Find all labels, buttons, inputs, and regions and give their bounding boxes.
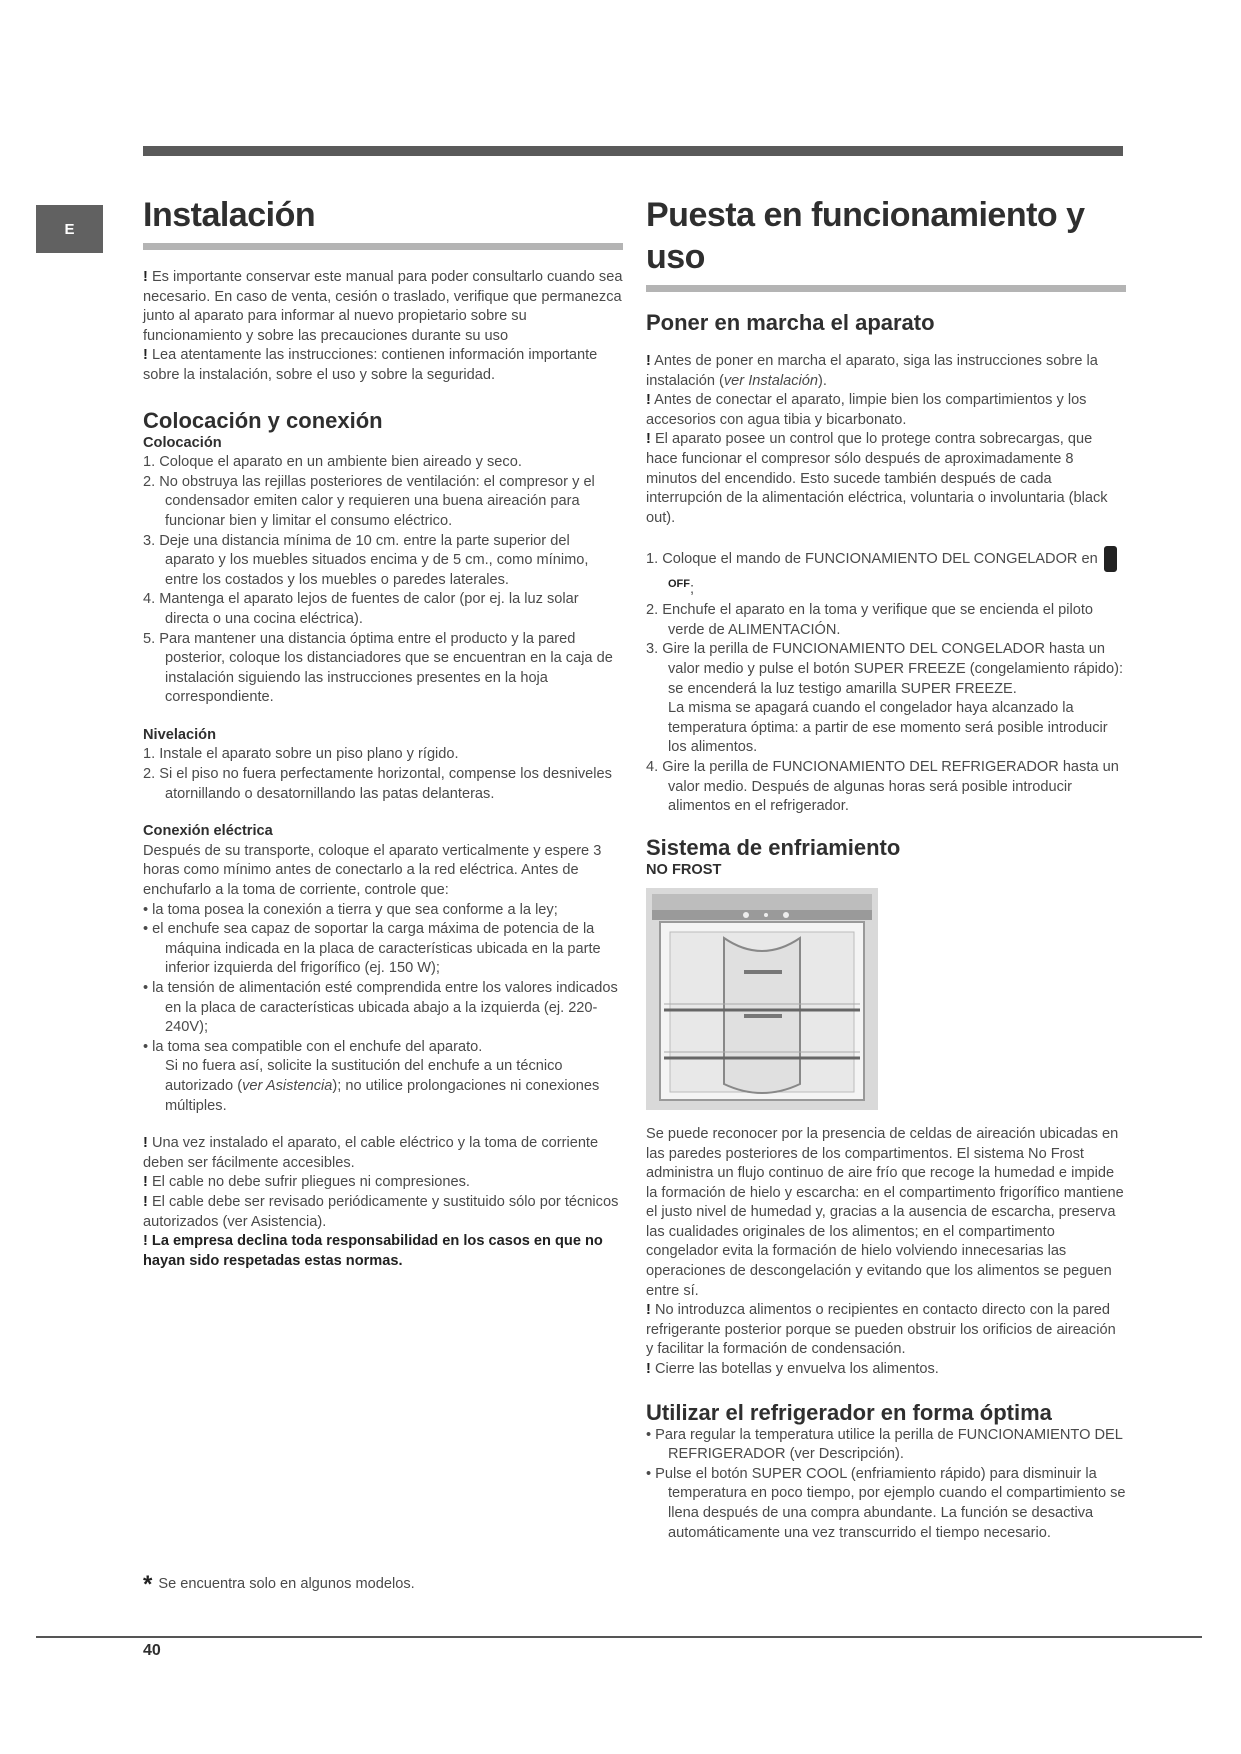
warning-paragraph: ! Cierre las botellas y envuelva los alimentos. (646, 1361, 939, 1378)
title-rule (143, 243, 623, 250)
list-item: 2. No obstruya las rejillas posteriores de ventilación: el compresor y el condensador emiten calor y requieren una buena aireación para funcionar bien y limitar el consumo eléctrico. (143, 473, 595, 529)
warning-mark: ! (143, 1174, 148, 1191)
left-column (143, 194, 623, 1271)
footnote: * Se encuentra solo en algunos modelos. (143, 1571, 415, 1598)
warning-mark: ! (143, 1135, 148, 1152)
bullet-item: • el enchufe sea capaz de soportar la carga máxima de potencia de la máquina indicada en la placa de características ubicada en la parte inferior izquierda del frigorífico (ej. 150 W); (143, 921, 601, 977)
off-label: OFF (668, 578, 690, 591)
right-column (646, 194, 1126, 1543)
sistema-description: Se puede reconocer por la presencia de celdas de aireación ubicadas en las paredes posteriores de los compartimentos. El sistema No Frost administra un flujo continuo de aire frío que recoge la humedad e impide la formación de hielo y escarcha: en el compartimento frigorífico mantiene el justo nivel de humedad y, gracias a la ausencia de escarcha, preserva las cualidades originales de los alimentos; en el compartimento congelador evita la formación de hielo volviendo innecesarias las operaciones de descongelación y evitando que los alimentos se peguen entre sí. (646, 1125, 1124, 1299)
intro-paragraph-1: ! Es importante conservar este manual para poder consultarlo cuando sea necesario. En caso de venta, cesión o traslado, verifique que permanezca junto al aparato para informar al nuevo propietario sobre su funcionamiento y sobre las precauciones durante su uso (143, 269, 623, 344)
section-title-instalacion: Instalación (143, 196, 316, 234)
warning-mark: ! (646, 1361, 651, 1378)
step-1: 1. Coloque el mando de FUNCIONAMIENTO DEL CONGELADOR $en^{OFF}$; (646, 546, 1126, 601)
warning-mark: ! (646, 1302, 651, 1319)
list-item: 3. Deje una distancia mínima de 10 cm. entre la parte superior del aparato y los muebles situados encima y de 5 cm., como mínimo, entre los costados y los muebles o paredes laterales. (143, 532, 589, 588)
title-rule (646, 285, 1126, 292)
language-tab: E (36, 205, 103, 253)
warning-mark: ! (143, 347, 148, 364)
bullet-item: • la toma sea compatible con el enchufe del aparato. (143, 1038, 483, 1055)
fridge-interior-illustration (646, 888, 878, 1110)
step-3: 3. Gire la perilla de FUNCIONAMIENTO DEL CONGELADOR hasta un valor medio y pulse el botón SUPER FREEZE (congelamiento rápido): se encenderá la luz testigo amarilla SUPER FREEZE. (646, 641, 1124, 697)
warning-mark: ! (143, 269, 148, 285)
bullet-item: • la toma posea la conexión a tierra y que sea conforme a la ley; (143, 901, 558, 918)
subheading-colocacion: Colocación (143, 434, 222, 451)
warning-paragraph: ! Una vez instalado el aparato, el cable eléctrico y la toma de corriente deben ser fácilmente accesibles. (143, 1135, 599, 1171)
bullet-item: • Para regular la temperatura utilice la perilla de FUNCIONAMIENTO DEL REFRIGERADOR (ver Descripción). (646, 1426, 1123, 1463)
page-number: 40 (143, 1642, 161, 1659)
ver-asistencia-reference: ver Asistencia (242, 1077, 333, 1094)
warning-paragraph: ! El cable no debe sufrir pliegues ni compresiones. (143, 1174, 470, 1191)
step-3-extra: La misma se apagará cuando el congelador haya alcanzado la temperatura óptima: a partir de ese momento será posible introducir los alimentos. (668, 700, 1108, 756)
section-title-puesta-en-funcionamiento: Puesta en funcionamiento y uso (646, 196, 1085, 276)
warning-paragraph: ! No introduzca alimentos o recipientes en contacto directo con la pared refrigerante posterior porque se pueden obstruir los orificios de aireación y facilitar la formación de condensación. (646, 1302, 1116, 1358)
warning-paragraph: ! Antes de poner en marcha el aparato, siga las instrucciones sobre la instalación (ver Instalación). (646, 353, 1098, 389)
heading-utilizar-refrigerador: Utilizar el refrigerador en forma óptima (646, 1399, 1052, 1425)
step-4: 4. Gire la perilla de FUNCIONAMIENTO DEL REFRIGERADOR hasta un valor medio. Después de algunas horas será posible introducir alimentos en el refrigerador. (646, 758, 1119, 815)
warning-mark: ! (646, 431, 651, 448)
warning-paragraph: ! El aparato posee un control que lo protege contra sobrecargas, que hace funcionar el compresor sólo después de aproximadamente 8 minutos del encendido. Esto sucede también después de cada interrupción de la alimentación eléctrica, voluntaria o involuntaria (black out). (646, 431, 1108, 526)
subheading-no-frost: NO FROST (646, 861, 722, 878)
bottom-rule (36, 1636, 1202, 1638)
top-header-bar (143, 146, 1123, 156)
list-item: 2. Si el piso no fuera perfectamente horizontal, compense los desniveles atornillando o desatornillando las patas delanteras. (143, 766, 612, 802)
warning-paragraph: ! El cable debe ser revisado periódicamente y sustituido sólo por técnicos autorizados (ver Asistencia). (143, 1193, 619, 1230)
heading-poner-en-marcha: Poner en marcha el aparato (646, 310, 935, 335)
list-item: 4. Mantenga el aparato lejos de fuentes de calor (por ej. la luz solar directa o una cocina eléctrica). (143, 591, 579, 627)
freezer-knob-off-icon (1104, 546, 1117, 572)
list-item: 5. Para mantener una distancia óptima entre el producto y la pared posterior, coloque los distanciadores que se encuentran en la caja de instalación siguiendo las instrucciones presentes en la hoja correspondiente. (143, 630, 613, 706)
intro-paragraph-2: ! Lea atentamente las instrucciones: contienen información importante sobre la instalación, sobre el uso y sobre la seguridad. (143, 347, 598, 383)
warning-mark: ! (646, 353, 651, 369)
warning-mark: ! (646, 392, 651, 409)
warning-mark: ! (143, 1193, 148, 1210)
step-2: 2. Enchufe el aparato en la toma y verifique que se encienda el piloto verde de ALIMENTACIÓN. (646, 602, 1094, 638)
conexion-intro: Después de su transporte, coloque el aparato verticalmente y espere 3 horas como mínimo antes de conectarlo a la red eléctrica. Antes de enchufarlo a la toma de corriente, controle que: (143, 842, 602, 899)
conexion-extra: Si no fuera así, solicite la sustitución del enchufe a un técnico autorizado (ver Asistencia); no utilice prolongaciones ni conexiones múltiples. (165, 1058, 600, 1114)
bullet-item: • la tensión de alimentación esté comprendida entre los valores indicados en la placa de características ubicada abajo a la izquierda (ej. 220-240V); (143, 980, 618, 1036)
warning-paragraph: ! Antes de conectar el aparato, limpie bien los compartimientos y los accesorios con agua tibia y bicarbonato. (646, 392, 1087, 428)
heading-sistema-enfriamiento: Sistema de enfriamiento (646, 834, 901, 860)
heading-colocacion-conexion: Colocación y conexión (143, 407, 383, 433)
ver-instalacion-reference: ver Instalación (723, 372, 818, 389)
responsibility-disclaimer: ! La empresa declina toda responsabilidad en los casos en que no hayan sido respetadas estas normas. (143, 1233, 603, 1269)
asterisk-mark: * (143, 1571, 153, 1598)
bullet-item: • Pulse el botón SUPER COOL (enfriamiento rápido) para disminuir la temperatura en poco tiempo, por ejemplo cuando el compartimiento se llena después de una compra abundante. La función se desactiva automáticamente una vez transcurrido el tiempo necesario. (646, 1465, 1126, 1541)
subheading-conexion-electrica: Conexión eléctrica (143, 823, 273, 840)
list-item: 1. Instale el aparato sobre un piso plano y rígido. (143, 746, 459, 763)
list-item: 1. Coloque el aparato en un ambiente bien aireado y seco. (143, 454, 522, 471)
subheading-nivelacion: Nivelación (143, 726, 216, 743)
